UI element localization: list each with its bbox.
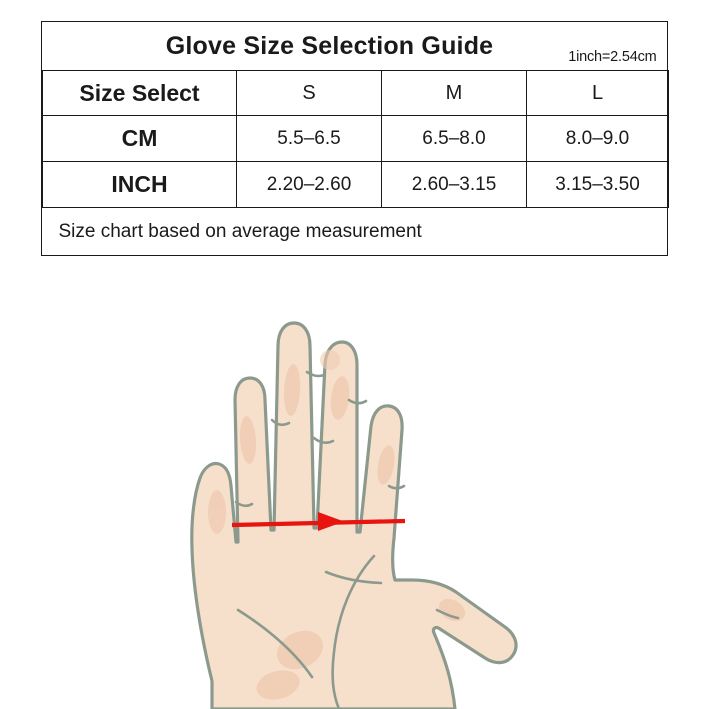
cell-inch-s: 2.20–2.60: [237, 162, 382, 208]
hand-shape: [192, 323, 516, 709]
cell-inch-m: 2.60–3.15: [382, 162, 527, 208]
table-row-cm: [43, 116, 669, 162]
row-label-inch: INCH: [43, 162, 237, 208]
cell-cm-l: 8.0–9.0: [527, 116, 669, 162]
header-size-select-label: Size Select: [43, 71, 237, 116]
cell-cm-s: 5.5–6.5: [237, 116, 382, 162]
unit-conversion-note: 1inch=2.54cm: [568, 49, 657, 65]
table-row-inch: [43, 162, 669, 208]
size-chart-table: [41, 21, 668, 256]
header-size-l: L: [527, 71, 669, 116]
hand-svg: [0, 280, 709, 709]
header-size-m: M: [382, 71, 527, 116]
header-size-s: S: [237, 71, 382, 116]
hand-illustration: [0, 280, 709, 709]
table-title-row: [43, 22, 669, 71]
cell-cm-m: 6.5–8.0: [382, 116, 527, 162]
table-footnote-row: [43, 208, 669, 256]
row-label-cm: CM: [43, 116, 237, 162]
cell-inch-l: 3.15–3.50: [527, 162, 669, 208]
table-header-row: [43, 71, 669, 116]
table-footnote: Size chart based on average measurement: [43, 208, 669, 256]
page-title: Glove Size Selection Guide: [165, 31, 494, 60]
